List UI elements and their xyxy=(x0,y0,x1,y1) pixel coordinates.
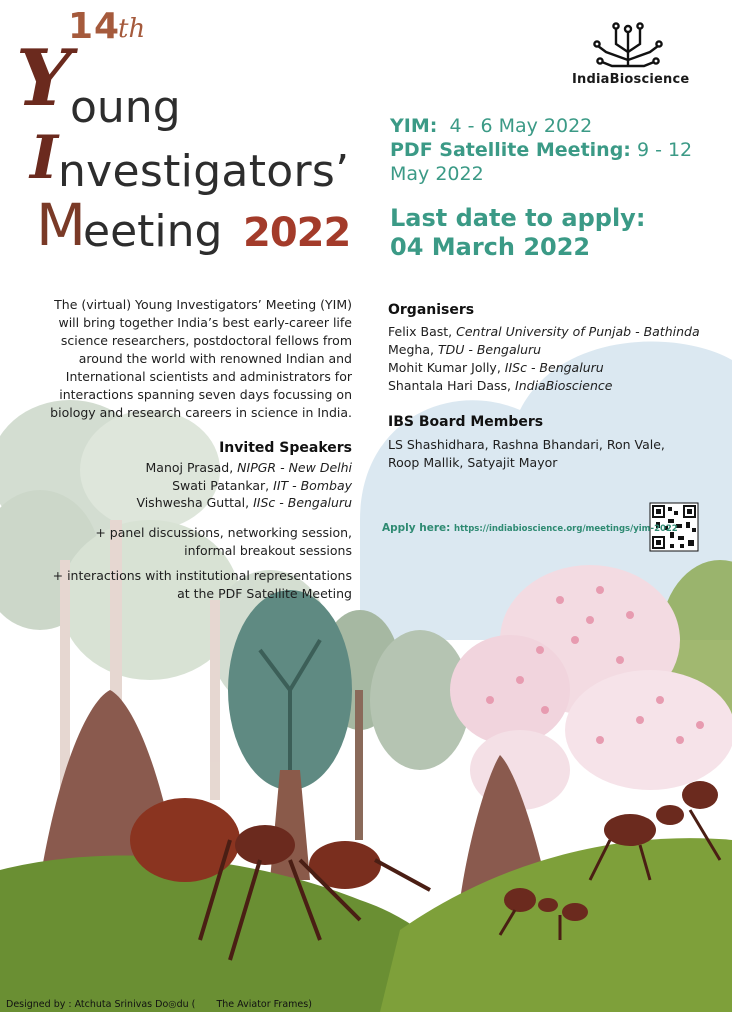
title-initial-m: M xyxy=(36,191,87,259)
deadline-date: 04 March 2022 xyxy=(390,233,591,261)
highlight-item: + interactions with institutional representations at the PDF Satellite Meeting xyxy=(52,568,352,601)
edition-number: 14 xyxy=(68,6,121,47)
organiser-item: Megha, TDU - Bengaluru xyxy=(388,342,542,357)
deadline-label: Last date to apply: xyxy=(390,204,646,232)
title-initial-y: Y xyxy=(16,33,72,124)
pdf-label: PDF Satellite Meeting: xyxy=(390,139,631,161)
instagram-icon: ◎ xyxy=(168,999,177,1010)
apply-link[interactable]: https://indiabioscience.org/meetings/yim-2022 xyxy=(454,524,678,534)
organiser-item: Mohit Kumar Jolly, IISc - Bengaluru xyxy=(388,360,604,375)
organiser-item: Felix Bast, Central University of Punjab - Bathinda xyxy=(388,324,700,339)
highlights xyxy=(40,524,352,610)
title-line1: oung xyxy=(70,82,181,133)
design-credit: Designed by : Atchuta Srinivas Do◎du ( The Aviator Frames) xyxy=(6,999,312,1010)
pdf-dates: 9 - 12 May 2022 xyxy=(390,139,693,185)
speakers-list xyxy=(40,459,352,512)
speaker-item: Manoj Prasad, NIPGR - New Delhi xyxy=(145,460,352,475)
title-line3: eeting xyxy=(83,206,223,257)
title-line2: nvestigators’ xyxy=(58,146,350,197)
intro-paragraph: The (virtual) Young Investigators’ Meeting (YIM) will bring together India’s best early-career life science researchers, postdoctoral fellows from around the world with renowned Indian and International scientists and administrators for interactions spanning seven days focussing on biology and research careers in science in India. xyxy=(50,297,352,420)
title-year: 2022 xyxy=(243,210,351,256)
board-heading: IBS Board Members xyxy=(388,414,544,430)
title-initial-i: I xyxy=(30,123,59,193)
board-members: LS Shashidhara, Rashna Bhandari, Ron Vale, Roop Mallik, Satyajit Mayor xyxy=(388,437,665,470)
meeting-dates xyxy=(390,114,720,186)
deadline xyxy=(390,204,720,262)
yim-label: YIM: xyxy=(390,115,438,137)
organisers-heading: Organisers xyxy=(388,302,475,318)
organisers-list xyxy=(388,323,728,395)
organiser-item: Shantala Hari Dass, IndiaBioscience xyxy=(388,378,613,393)
yim-dates: 4 - 6 May 2022 xyxy=(449,115,593,137)
speaker-item: Swati Patankar, IIT - Bombay xyxy=(172,477,352,493)
speaker-item: Vishwesha Guttal, IISc - Bengaluru xyxy=(136,495,352,510)
apply-label: Apply here: xyxy=(382,522,451,534)
apply-info xyxy=(382,522,678,534)
logo-name: IndiaBioscience xyxy=(572,72,690,87)
speakers-heading: Invited Speakers xyxy=(219,440,352,456)
highlight-item: + panel discussions, networking session, informal breakout sessions xyxy=(95,525,352,558)
edition-suffix: th xyxy=(118,14,146,44)
